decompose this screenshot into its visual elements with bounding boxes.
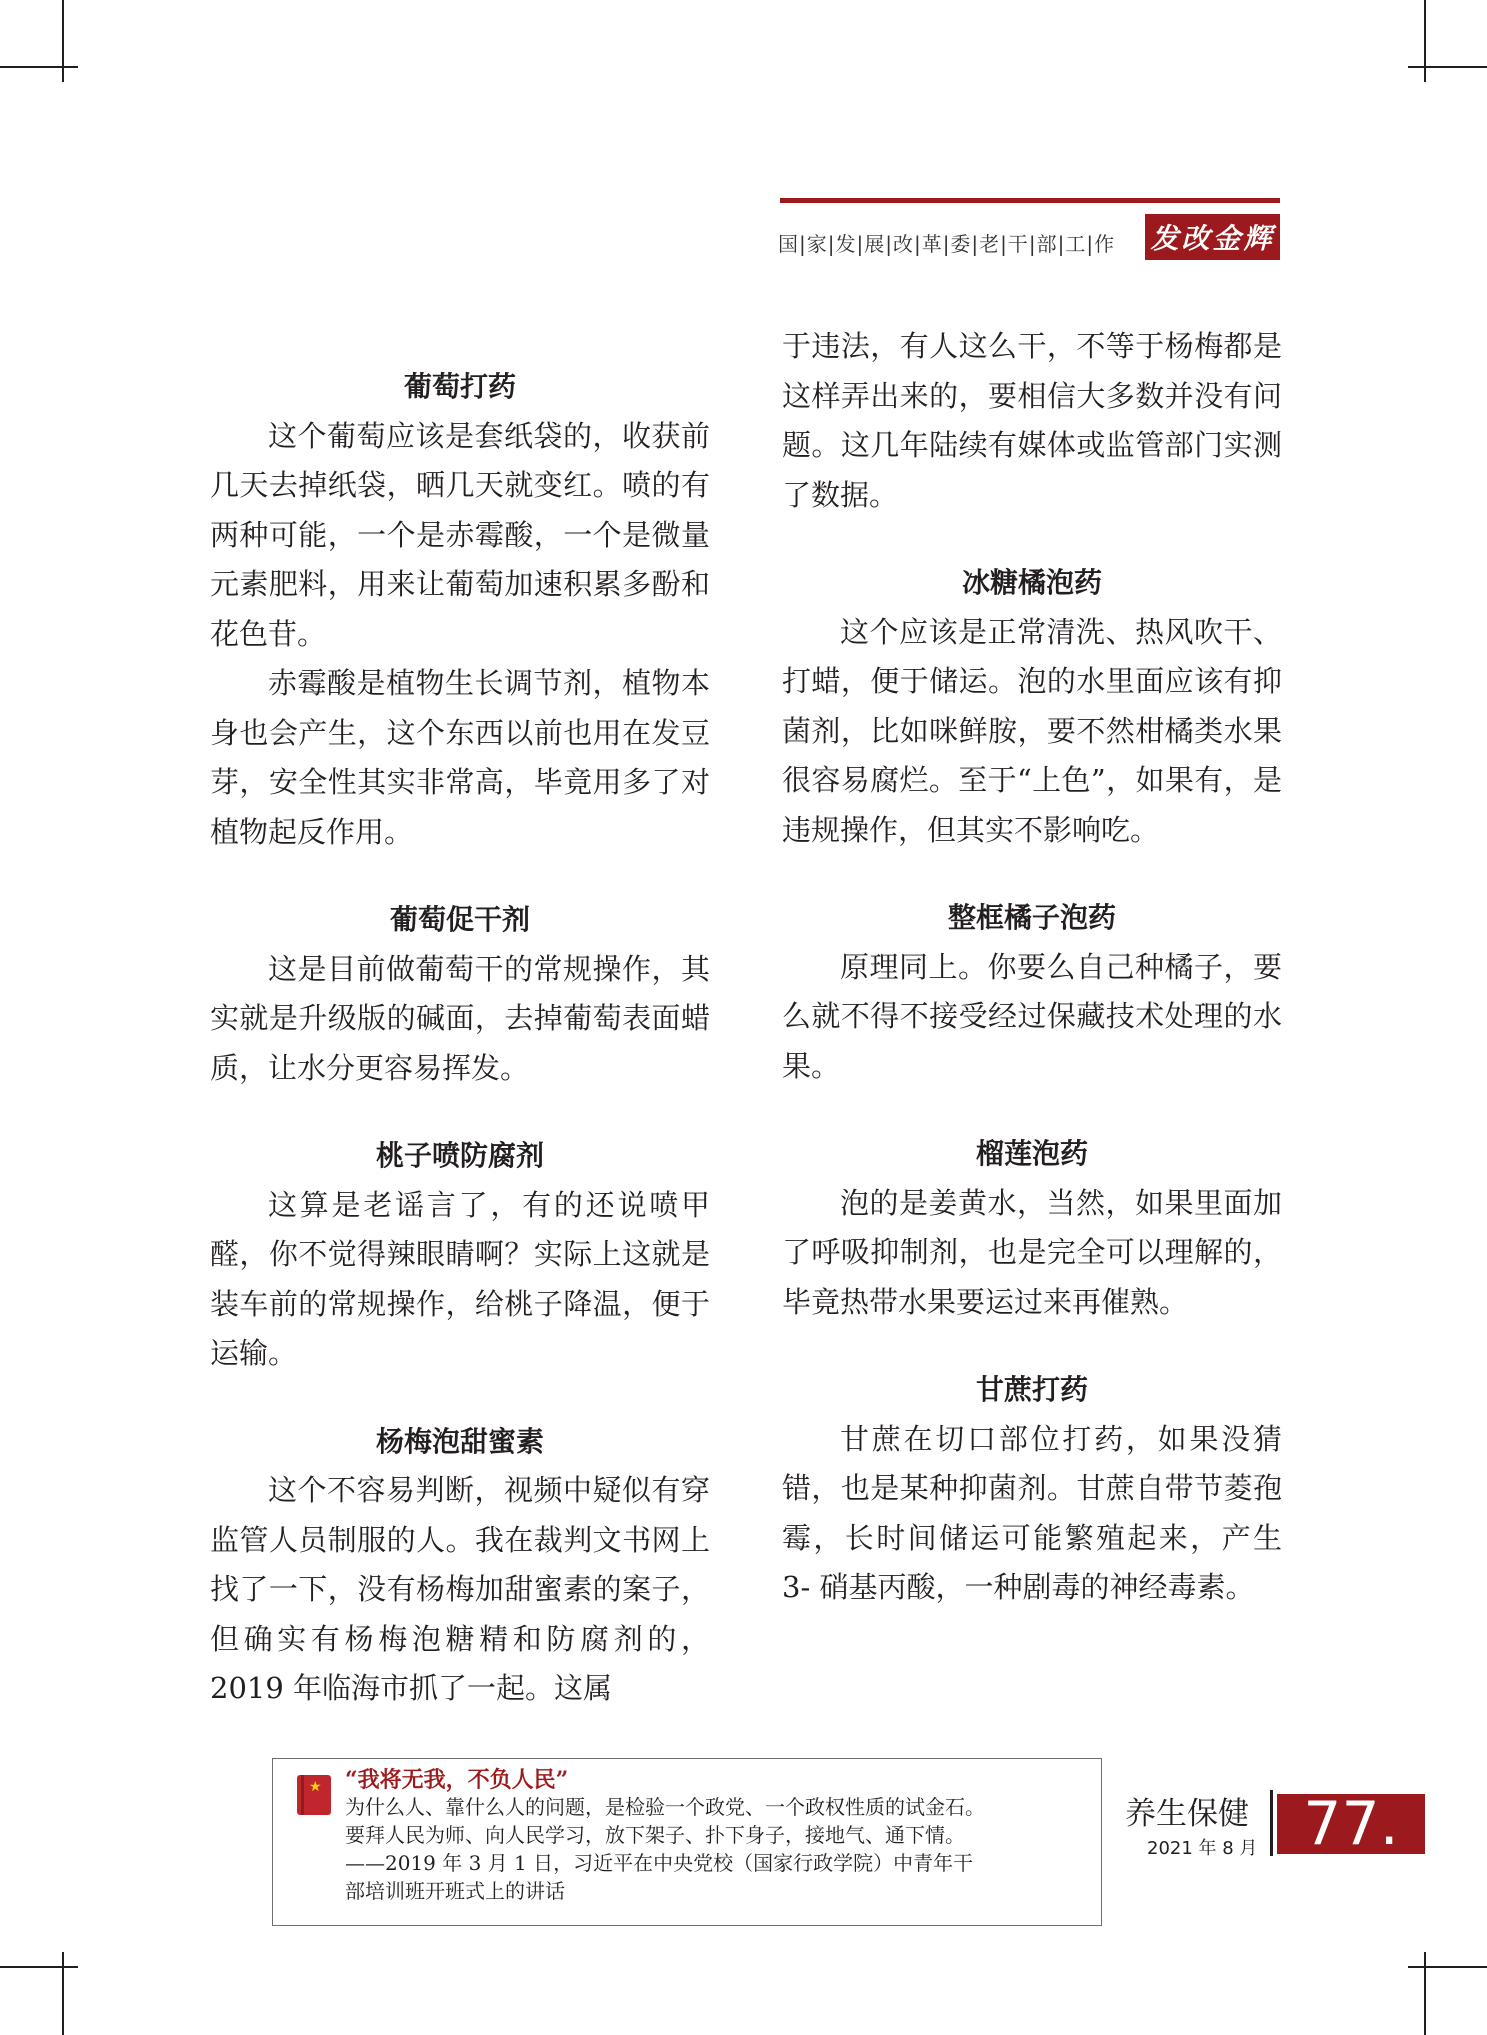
book-icon: ★	[297, 1775, 331, 1815]
crop-mark	[1424, 0, 1426, 82]
body-paragraph: 赤霉酸是植物生长调节剂，植物本身也会产生，这个东西以前也用在发豆芽，安全性其实非常高，毕竟用多了对植物起反作用。	[210, 666, 710, 849]
quote-line: ——2019 年 3 月 1 日，习近平在中央党校（国家行政学院）中青年干	[345, 1851, 974, 1875]
quote-box	[272, 1758, 1102, 1926]
section-heading: 葡萄打药	[403, 370, 516, 403]
body-paragraph: 甘蔗在切口部位打药，如果没猜错，也是某种抑菌剂。甘蔗自带节菱孢霉，长时间储运可能繁殖起来，产生 3- 硝基丙酸，一种剧毒的神经毒素。	[782, 1421, 1282, 1604]
crop-mark	[62, 1952, 64, 2035]
section-gap	[210, 1379, 710, 1417]
header-org-label: 国|家|发|展|改|革|委|老|干|部|工|作	[778, 232, 1116, 256]
body-paragraph: 这个葡萄应该是套纸袋的，收获前几天去掉纸袋，晒几天就变红。喷的有两种可能，一个是赤霉酸，一个是微量元素肥料，用来让葡萄加速积累多酚和花色苷。	[210, 418, 710, 651]
body-paragraph: 这算是老谣言了，有的还说喷甲醛，你不觉得辣眼睛啊？实际上这就是装车前的常规操作，给桃子降温，便于运输。	[210, 1187, 710, 1370]
crop-mark	[62, 0, 64, 82]
section-heading: 冰糖橘泡药	[961, 566, 1102, 599]
body-paragraph: 这个不容易判断，视频中疑似有穿监管人员制服的人。我在裁判文书网上找了一下，没有杨梅加甜蜜素的案子，但确实有杨梅泡糖精和防腐剂的，2019 年临海市抓了一起。这属	[210, 1473, 710, 1705]
section-heading: 杨梅泡甜蜜素	[375, 1424, 544, 1458]
body-paragraph: 泡的是姜黄水，当然，如果里面加了呼吸抑制剂，也是完全可以理解的，毕竟热带水果要运过来再催熟。	[782, 1185, 1282, 1319]
crop-mark	[1408, 1966, 1487, 1968]
section-gap	[210, 1093, 710, 1131]
crop-mark	[0, 66, 78, 68]
left-column	[210, 322, 710, 1714]
section-gap	[782, 855, 1282, 893]
section-heading: 甘蔗打药	[975, 1373, 1088, 1406]
section-heading: 桃子喷防腐剂	[375, 1139, 544, 1172]
quote-line: 要拜人民为师、向人民学习，放下架子、扑下身子，接地气、通下情。	[345, 1823, 965, 1847]
section-heading: 整框橘子泡药	[947, 901, 1116, 934]
header-badge: 发改金辉	[1145, 214, 1280, 260]
body-paragraph: 于违法，有人这么干，不等于杨梅都是这样弄出来的，要相信大多数并没有问题。这几年陆续有媒体或监管部门实测了数据。	[782, 329, 1282, 512]
section-gap	[782, 1091, 1282, 1129]
quote-line: 部培训班开班式上的讲话	[345, 1879, 565, 1903]
body-paragraph: 这是目前做葡萄干的常规操作，其实就是升级版的碱面，去掉葡萄表面蜡质，让水分更容易挥发。	[210, 951, 710, 1085]
magazine-name: 养生保健	[1125, 1796, 1249, 1832]
section-gap	[782, 520, 1282, 558]
header-rule	[780, 198, 1280, 203]
crop-mark	[1424, 1952, 1426, 2035]
section-gap	[210, 857, 710, 895]
crop-mark	[0, 1966, 78, 1968]
quote-line: 为什么人、靠什么人的问题，是检验一个政党、一个政权性质的试金石。	[345, 1795, 985, 1819]
section-heading: 榴莲泡药	[975, 1137, 1088, 1170]
quote-title: “我将无我，不负人民”	[345, 1767, 569, 1793]
page-divider	[1270, 1790, 1273, 1856]
body-paragraph: 这个应该是正常清洗、热风吹干、打蜡，便于储运。泡的水里面应该有抑菌剂，比如咪鲜胺，要不然柑橘类水果很容易腐烂。至于“上色”，如果有，是违规操作，但其实不影响吃。	[782, 614, 1282, 847]
body-paragraph: 原理同上。你要么自己种橘子，要么就不得不接受经过保藏技术处理的水果。	[782, 949, 1282, 1083]
crop-mark	[1408, 66, 1487, 68]
issue-date: 2021 年 8 月	[1147, 1838, 1258, 1859]
right-column	[782, 322, 1282, 1613]
section-gap	[782, 1327, 1282, 1365]
section-heading: 葡萄促干剂	[389, 903, 530, 936]
page-number: 77.	[1277, 1794, 1425, 1854]
